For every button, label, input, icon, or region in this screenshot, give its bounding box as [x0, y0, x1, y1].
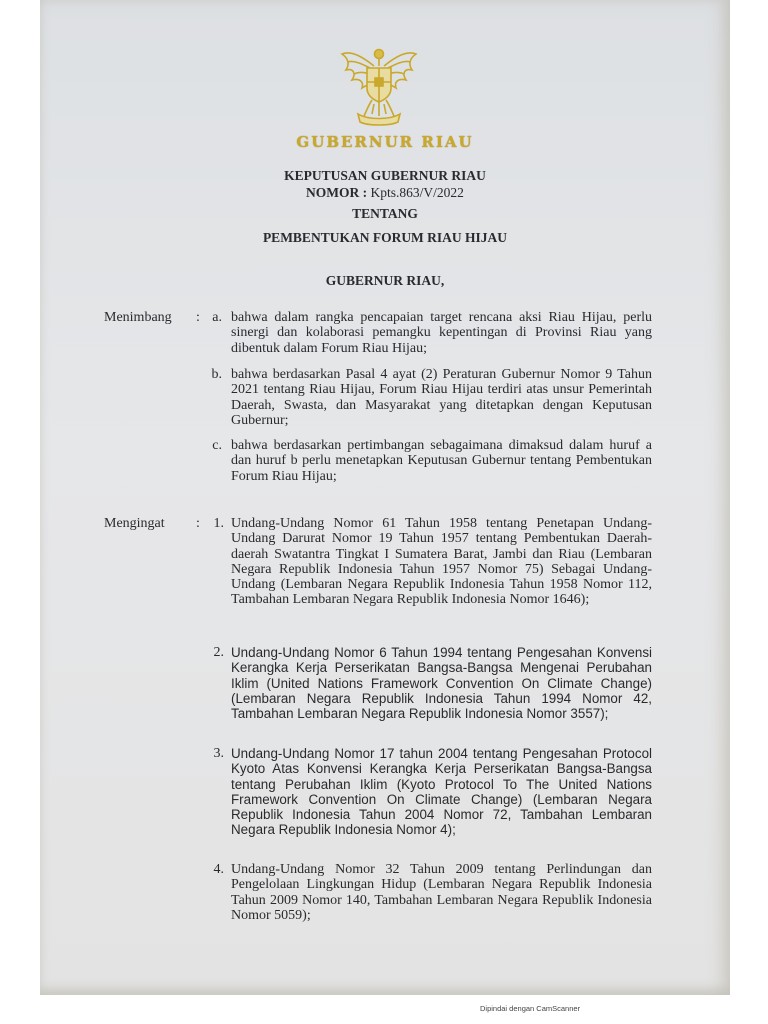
menimbang-marker-c: c.: [212, 438, 222, 453]
mengingat-item-1: Undang-Undang Nomor 61 Tahun 1958 tentang Penetapan Undang-Undang Darurat Nomor 19 Tahun 1957 tentang Pembentukan Daerah-daerah Swatantra Tingkat I Sumatera Barat, Jambi dan Riau (Lembaran Negara Republik Indonesia Tahun 1957 Nomor 75) Sebagai Undang-Undang (Lembaran Negara Republik Indonesia Tahun 1958 Nomor 112, Tambahan Lembaran Negara Republik Indonesia Nomor 1646);: [231, 516, 652, 608]
mengingat-item-2: Undang-Undang Nomor 6 Tahun 1994 tentang Pengesahan Konvensi Kerangka Kerja Perserikatan Bangsa-Bangsa Mengenai Perubahan Iklim (United Nations Framework Convention On Climate Change) (Lembaran Negara Republik Indonesia Tahun 1994 Nomor 42, Tambahan Lembaran Negara Republik Indonesia Nomor 3557);: [231, 645, 652, 722]
mengingat-marker-4: 4.: [213, 862, 224, 877]
decree-number: [40, 185, 730, 201]
decree-subject: PEMBENTUKAN FORUM RIAU HIJAU: [262, 230, 508, 245]
menimbang-item-c: bahwa berdasarkan pertimbangan sebagaimana dimaksud dalam huruf a dan huruf b perlu menetapkan Keputusan Gubernur tentang Pembentukan Forum Riau Hijau;: [231, 438, 652, 484]
number-label: NOMOR :: [306, 185, 368, 200]
mengingat-item-4: Undang-Undang Nomor 32 Tahun 2009 tentang Perlindungan dan Pengelolaan Lingkungan Hidup (Lembaran Negara Republik Indonesia Tahun 2009 Nomor 140, Tambahan Lembaran Negara Republik Indonesia Nomor 5059);: [231, 862, 652, 923]
mengingat-marker-2: 2.: [213, 645, 224, 660]
menimbang-marker-b: b.: [211, 367, 222, 382]
scanner-watermark: Dipindai dengan CamScanner: [480, 1004, 581, 1013]
menimbang-colon: :: [196, 310, 200, 325]
decree-about: TENTANG: [352, 206, 418, 221]
menimbang-label: Menimbang: [104, 310, 172, 325]
mengingat-item-3: Undang-Undang Nomor 17 tahun 2004 tentang Pengesahan Protocol Kyoto Atas Konvensi Kerangka Kerja Perserikatan Bangsa-Bangsa tentang Perubahan Iklim (Kyoto Protocol To The United Nations Framework Convention On Climate Change) (Lembaran Negara Republik Indonesia Tahun 2004 Nomor 72, Tambahan Lembaran Negara Republik Indonesia Nomor 4);: [231, 746, 652, 838]
garuda-emblem-icon: [334, 44, 424, 126]
mengingat-marker-1: 1.: [213, 516, 224, 531]
mengingat-marker-3: 3.: [213, 746, 224, 761]
decree-title: KEPUTUSAN GUBERNUR RIAU: [284, 168, 486, 183]
document-page: [40, 0, 730, 995]
menimbang-marker-a: a.: [212, 310, 222, 325]
menimbang-item-a: bahwa dalam rangka pencapaian target rencana aksi Riau Hijau, perlu sinergi dan kolaborasi pemangku kepentingan di Provinsi Riau yang dibentuk dalam Forum Riau Hijau;: [231, 310, 652, 356]
menimbang-item-b: bahwa berdasarkan Pasal 4 ayat (2) Peraturan Gubernur Nomor 9 Tahun 2021 tentang Riau Hijau, Forum Riau Hijau terdiri atas unsur Pemerintah Daerah, Swasta, dan Masyarakat yang ditetapkan dengan Keputusan Gubernur;: [231, 367, 652, 428]
mengingat-colon: :: [196, 516, 200, 531]
number-value: Kpts.863/V/2022: [370, 185, 464, 200]
decree-issuer: GUBERNUR RIAU,: [325, 273, 445, 288]
letterhead-title: GUBERNUR RIAU: [296, 133, 474, 151]
mengingat-label: Mengingat: [104, 516, 165, 531]
